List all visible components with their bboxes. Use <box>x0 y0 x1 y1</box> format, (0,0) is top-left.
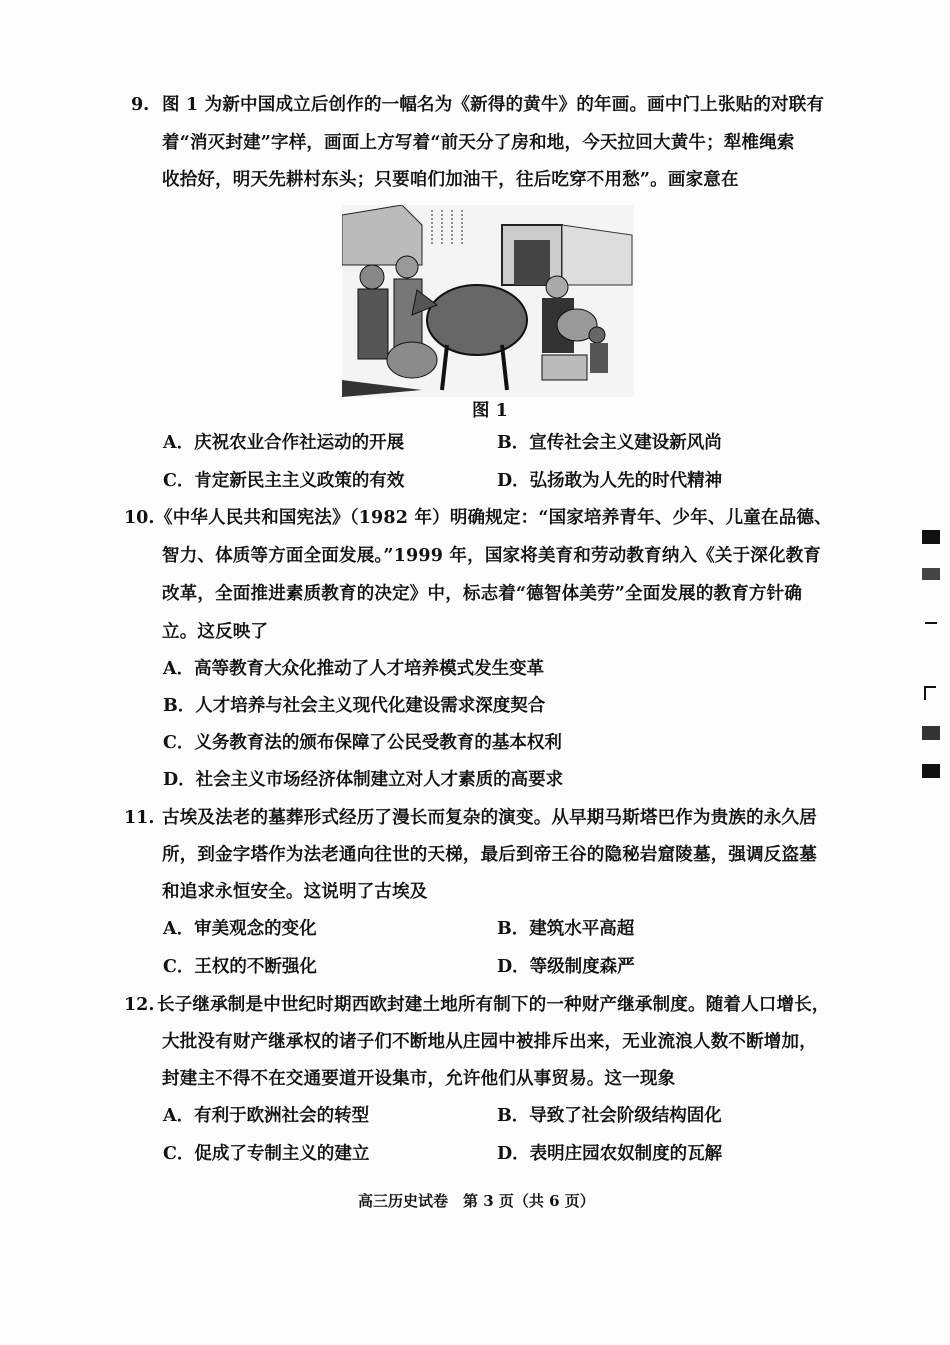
option-d[interactable]: D．社会主义市场经济体制建立对人才素质的高要求 <box>163 770 564 790</box>
option-c[interactable]: C．王权的不断强化 <box>163 957 317 977</box>
scan-mark <box>922 726 940 740</box>
question-text: 封建主不得不在交通要道开设集市，允许他们从事贸易。这一现象 <box>162 1069 676 1089</box>
option-b[interactable]: B．建筑水平高超 <box>497 919 635 939</box>
option-d[interactable]: D．等级制度森严 <box>497 957 635 977</box>
scan-mark <box>924 686 936 688</box>
question-text: 智力、体质等方面全面发展。”1999 年，国家将美育和劳动教育纳入《关于深化教育 <box>162 546 822 566</box>
question-number: 10. <box>124 508 155 528</box>
page-footer: 高三历史试卷 第 3 页（共 6 页） <box>358 1192 595 1210</box>
question-number: 12. <box>124 995 155 1015</box>
question-number: 11. <box>124 808 155 828</box>
question-text: 和追求永恒安全。这说明了古埃及 <box>162 882 428 902</box>
option-d[interactable]: D．弘扬敢为人先的时代精神 <box>497 471 723 491</box>
question-text: 《中华人民共和国宪法》（1982 年）明确规定：“国家培养青年、少年、儿童在品德、 <box>155 508 832 528</box>
question-text: 长子继承制是中世纪时期西欧封建土地所有制下的一种财产继承制度。随着人口增长， <box>157 995 830 1015</box>
option-a[interactable]: A．有利于欧洲社会的转型 <box>163 1106 370 1126</box>
option-c[interactable]: C．促成了专制主义的建立 <box>163 1144 370 1164</box>
scan-mark <box>922 764 940 778</box>
scan-mark <box>922 530 940 544</box>
option-c[interactable]: C．义务教育法的颁布保障了公民受教育的基本权利 <box>163 733 562 753</box>
question-text: 古埃及法老的墓葬形式经历了漫长而复杂的演变。从早期马斯塔巴作为贵族的永久居 <box>162 808 817 828</box>
option-b[interactable]: B．人才培养与社会主义现代化建设需求深度契合 <box>163 696 546 716</box>
option-b[interactable]: B．导致了社会阶级结构固化 <box>497 1106 722 1126</box>
question-text: 大批没有财产继承权的诸子们不断地从庄园中被排斥出来，无业流浪人数不断增加， <box>162 1032 817 1052</box>
figure-caption: 图 1 <box>472 401 508 421</box>
option-a[interactable]: A．审美观念的变化 <box>163 919 317 939</box>
scan-mark <box>922 568 940 580</box>
question-text: 改革，全面推进素质教育的决定》中，标志着“德智体美劳”全面发展的教育方针确 <box>162 584 803 604</box>
option-c[interactable]: C．肯定新民主主义政策的有效 <box>163 471 405 491</box>
new-year-painting-figure <box>342 205 634 397</box>
option-b[interactable]: B．宣传社会主义建设新风尚 <box>497 433 722 453</box>
option-a[interactable]: A．高等教育大众化推动了人才培养模式发生变革 <box>163 659 545 679</box>
scan-mark <box>924 686 926 700</box>
question-text: 所，到金字塔作为法老通向往世的天梯，最后到帝王谷的隐秘岩窟陵墓，强调反盗墓 <box>162 845 817 865</box>
question-number: 9. <box>131 95 150 115</box>
question-text: 立。这反映了 <box>162 622 269 642</box>
question-text: 图 1 为新中国成立后创作的一幅名为《新得的黄牛》的年画。画中门上张贴的对联有 <box>162 95 825 115</box>
scan-mark <box>925 622 937 624</box>
question-text: 着“消灭封建”字样，画面上方写着“前天分了房和地，今天拉回大黄牛；犁椎绳索 <box>162 133 795 153</box>
option-d[interactable]: D．表明庄园农奴制度的瓦解 <box>497 1144 723 1164</box>
question-text: 收拾好，明天先耕村东头；只要咱们加油干，往后吃穿不用愁”。画家意在 <box>162 170 739 190</box>
option-a[interactable]: A．庆祝农业合作社运动的开展 <box>163 433 405 453</box>
